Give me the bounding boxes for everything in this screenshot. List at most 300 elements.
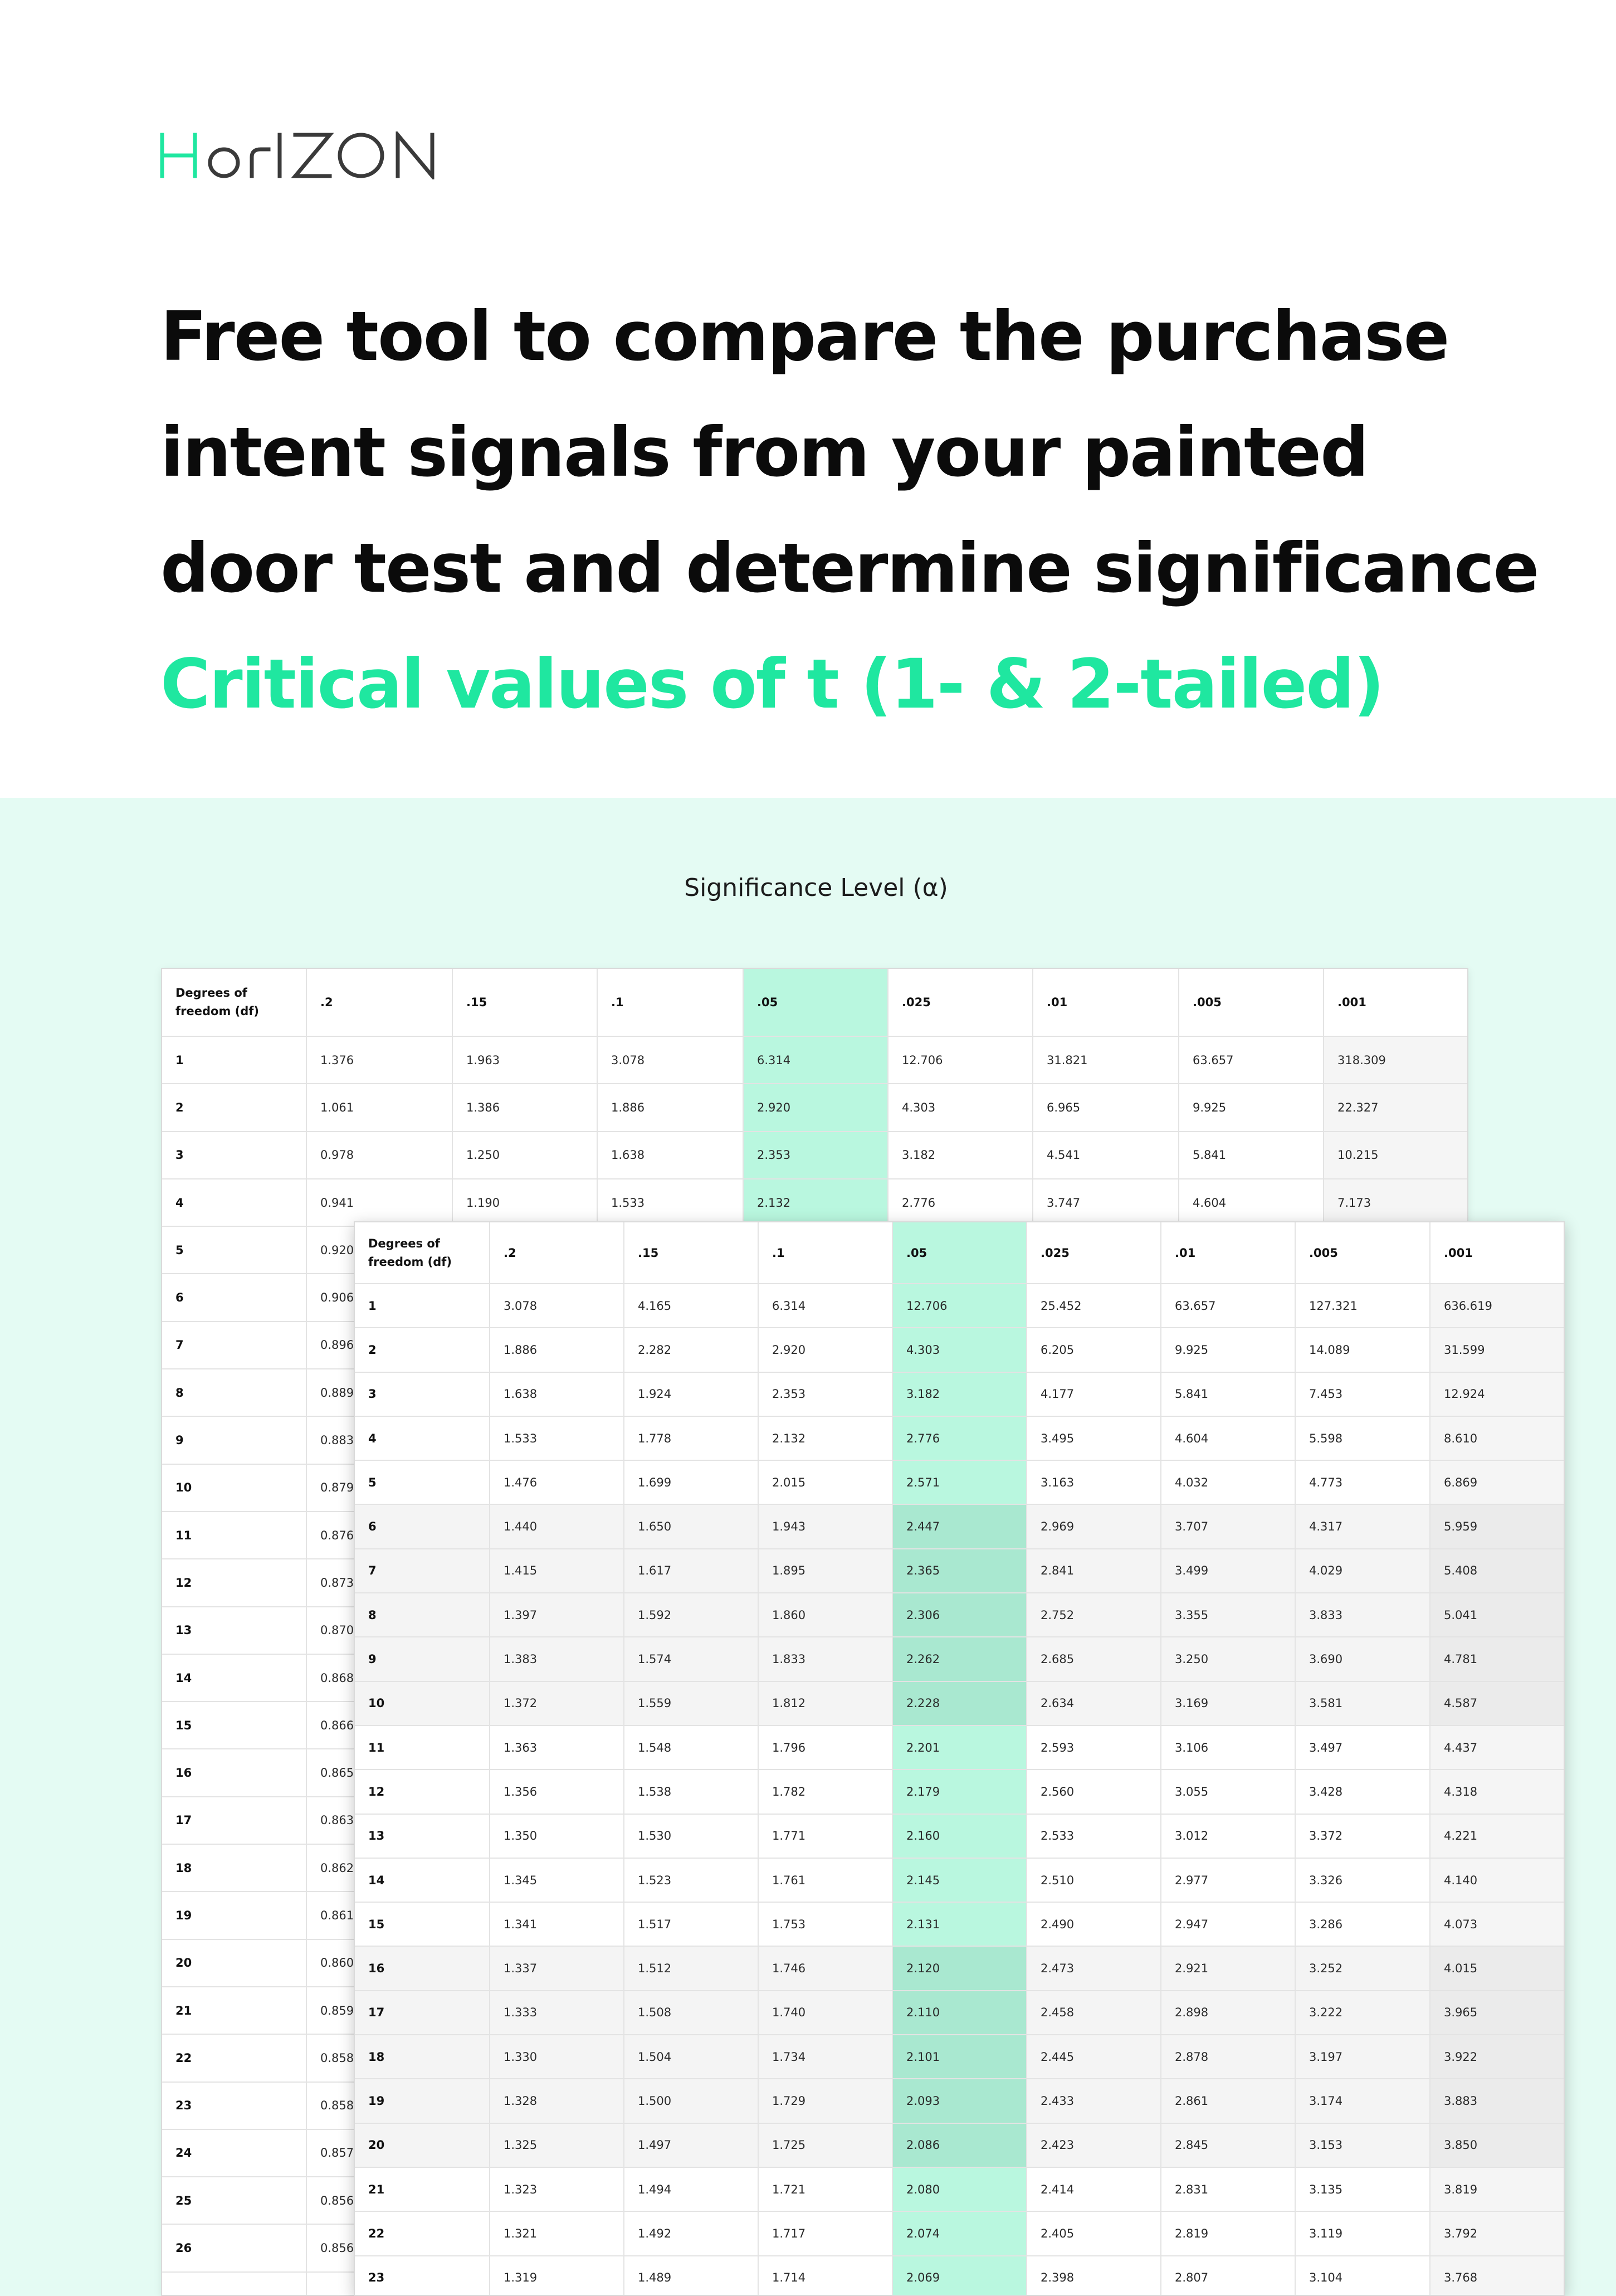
- critical-value-cell: 1.325: [490, 2124, 624, 2168]
- critical-value-cell: 2.510: [1027, 1859, 1161, 1903]
- critical-value-cell: 1.363: [490, 1726, 624, 1770]
- critical-value-cell: 0.860: [307, 1940, 453, 1987]
- critical-value-cell: 2.776: [888, 1179, 1033, 1227]
- critical-value-cell: 2.878: [1161, 2035, 1296, 2079]
- critical-value-cell: 2.145: [893, 1859, 1027, 1903]
- df-cell: [162, 2273, 307, 2296]
- critical-value-cell: 1.397: [490, 1593, 624, 1637]
- critical-value-cell: 2.405: [1027, 2212, 1161, 2256]
- critical-value-cell: 2.920: [759, 1328, 893, 1372]
- critical-value-cell: 63.657: [1179, 1037, 1324, 1084]
- critical-value-cell: 2.841: [1027, 1549, 1161, 1593]
- df-cell: 22: [162, 2035, 307, 2082]
- critical-value-cell: 3.922: [1431, 2035, 1565, 2079]
- critical-value-cell: 1.574: [624, 1637, 759, 1681]
- critical-value-cell: 1.350: [490, 1815, 624, 1859]
- critical-value-cell: 2.861: [1161, 2079, 1296, 2123]
- critical-value-cell: 0.859: [307, 1987, 453, 2035]
- critical-value-cell: 1.538: [624, 1770, 759, 1814]
- critical-value-cell: 5.041: [1431, 1593, 1565, 1637]
- critical-value-cell: 7.453: [1296, 1373, 1431, 1417]
- critical-value-cell: 6.314: [759, 1284, 893, 1328]
- critical-value-cell: 2.776: [893, 1417, 1027, 1461]
- df-cell: 22: [355, 2212, 490, 2256]
- critical-value-cell: 31.599: [1431, 1328, 1565, 1372]
- critical-value-cell: 2.433: [1027, 2079, 1161, 2123]
- critical-value-cell: 3.153: [1296, 2124, 1431, 2168]
- critical-value-cell: 3.135: [1296, 2168, 1431, 2212]
- critical-value-cell: 6.965: [1033, 1084, 1179, 1132]
- df-cell: 19: [162, 1892, 307, 1939]
- critical-value-cell: 3.883: [1431, 2079, 1565, 2123]
- alpha-column-header: .001: [1431, 1222, 1565, 1284]
- critical-value-cell: 3.819: [1431, 2168, 1565, 2212]
- df-cell: 25: [162, 2177, 307, 2225]
- alpha-column-header: .1: [598, 969, 744, 1037]
- critical-value-cell: 0.896: [307, 1322, 453, 1369]
- critical-value-cell: 4.303: [893, 1328, 1027, 1372]
- critical-value-cell: 318.309: [1324, 1037, 1468, 1084]
- critical-value-cell: 2.306: [893, 1593, 1027, 1637]
- critical-value-cell: 1.753: [759, 1903, 893, 1947]
- critical-value-cell: 3.747: [1033, 1179, 1179, 1227]
- df-cell: 6: [162, 1274, 307, 1322]
- critical-value-cell: 2.120: [893, 1947, 1027, 1991]
- critical-value-cell: 4.604: [1161, 1417, 1296, 1461]
- critical-value-cell: 1.386: [453, 1084, 598, 1132]
- alpha-column-header: .001: [1324, 969, 1468, 1037]
- df-cell: 13: [355, 1815, 490, 1859]
- critical-value-cell: 3.707: [1161, 1505, 1296, 1549]
- critical-value-cell: 0.876: [307, 1512, 453, 1559]
- critical-value-cell: 2.819: [1161, 2212, 1296, 2256]
- critical-value-cell: 31.821: [1033, 1037, 1179, 1084]
- critical-value-cell: 3.012: [1161, 1815, 1296, 1859]
- critical-value-cell: 1.337: [490, 1947, 624, 1991]
- critical-value-cell: 3.078: [490, 1284, 624, 1328]
- critical-value-cell: 3.581: [1296, 1682, 1431, 1726]
- critical-value-cell: 2.353: [744, 1132, 888, 1179]
- critical-value-cell: 1.323: [490, 2168, 624, 2212]
- critical-value-cell: 2.074: [893, 2212, 1027, 2256]
- critical-value-cell: 0.858: [307, 2083, 453, 2130]
- headline-line-3: door test and determine significance: [160, 529, 1539, 608]
- critical-value-cell: 2.093: [893, 2079, 1027, 2123]
- critical-value-cell: 3.163: [1027, 1461, 1161, 1505]
- critical-value-cell: 1.415: [490, 1549, 624, 1593]
- critical-value-cell: 3.252: [1296, 1947, 1431, 1991]
- critical-value-cell: 0.868: [307, 1655, 453, 1702]
- critical-value-cell: 1.356: [490, 1770, 624, 1814]
- critical-value-cell: 25.452: [1027, 1284, 1161, 1328]
- critical-value-cell: 3.286: [1296, 1903, 1431, 1947]
- critical-value-cell: 1.699: [624, 1461, 759, 1505]
- critical-value-cell: 3.197: [1296, 2035, 1431, 2079]
- critical-value-cell: 3.169: [1161, 1682, 1296, 1726]
- df-cell: 20: [162, 1940, 307, 1987]
- critical-value-cell: 2.423: [1027, 2124, 1161, 2168]
- headline-line-1: Free tool to compare the purchase: [160, 297, 1449, 376]
- critical-value-cell: 5.959: [1431, 1505, 1565, 1549]
- critical-value-cell: 4.303: [888, 1084, 1033, 1132]
- alpha-column-header: .05: [893, 1222, 1027, 1284]
- critical-value-cell: 3.355: [1161, 1593, 1296, 1637]
- critical-value-cell: 0.861: [307, 1892, 453, 1939]
- df-column-header: Degrees of freedom (df): [355, 1222, 490, 1284]
- critical-value-cell: 2.015: [759, 1461, 893, 1505]
- df-cell: 16: [162, 1749, 307, 1797]
- critical-value-cell: 2.353: [759, 1373, 893, 1417]
- critical-value-cell: 4.587: [1431, 1682, 1565, 1726]
- df-cell: 14: [162, 1655, 307, 1702]
- critical-value-cell: 12.924: [1431, 1373, 1565, 1417]
- critical-value-cell: 1.492: [624, 2212, 759, 2256]
- alpha-column-header: .2: [490, 1222, 624, 1284]
- critical-value-cell: 1.963: [453, 1037, 598, 1084]
- critical-value-cell: 4.221: [1431, 1815, 1565, 1859]
- critical-value-cell: 1.508: [624, 1991, 759, 2035]
- critical-value-cell: 2.110: [893, 1991, 1027, 2035]
- df-cell: 10: [355, 1682, 490, 1726]
- df-column-header: Degrees of freedom (df): [162, 969, 307, 1037]
- critical-value-cell: 1.500: [624, 2079, 759, 2123]
- critical-value-cell: 4.015: [1431, 1947, 1565, 1991]
- critical-value-cell: 4.781: [1431, 1637, 1565, 1681]
- alpha-column-header: .15: [624, 1222, 759, 1284]
- critical-value-cell: 3.182: [893, 1373, 1027, 1417]
- critical-value-cell: 1.943: [759, 1505, 893, 1549]
- df-cell: 6: [355, 1505, 490, 1549]
- critical-value-cell: 4.029: [1296, 1549, 1431, 1593]
- critical-value-cell: 0.873: [307, 1559, 453, 1607]
- critical-value-cell: 1.190: [453, 1179, 598, 1227]
- critical-value-cell: 2.571: [893, 1461, 1027, 1505]
- critical-value-cell: 2.473: [1027, 1947, 1161, 1991]
- critical-value-cell: 5.841: [1179, 1132, 1324, 1179]
- df-cell: 26: [162, 2225, 307, 2272]
- critical-value-cell: 0.870: [307, 1607, 453, 1655]
- critical-value-cell: 0.883: [307, 1417, 453, 1464]
- critical-value-cell: 1.796: [759, 1726, 893, 1770]
- critical-value-cell: 1.895: [759, 1549, 893, 1593]
- critical-value-cell: 1.321: [490, 2212, 624, 2256]
- critical-value-cell: 2.228: [893, 1682, 1027, 1726]
- df-cell: 3: [162, 1132, 307, 1179]
- df-cell: 7: [355, 1549, 490, 1593]
- critical-value-cell: 2.447: [893, 1505, 1027, 1549]
- alpha-column-header: .025: [888, 969, 1033, 1037]
- alpha-column-header: .1: [759, 1222, 893, 1284]
- critical-value-cell: 1.886: [598, 1084, 744, 1132]
- critical-value-cell: 0.863: [307, 1797, 453, 1845]
- critical-value-cell: 4.437: [1431, 1726, 1565, 1770]
- df-cell: 21: [162, 1987, 307, 2035]
- df-cell: 16: [355, 1947, 490, 1991]
- critical-value-cell: 0.856: [307, 2225, 453, 2272]
- critical-value-cell: 0.920: [307, 1227, 453, 1274]
- critical-value-cell: 1.782: [759, 1770, 893, 1814]
- horizon-logo: [159, 131, 449, 179]
- critical-value-cell: 3.768: [1431, 2256, 1565, 2296]
- df-cell: 11: [355, 1726, 490, 1770]
- critical-value-cell: 2.920: [744, 1084, 888, 1132]
- critical-value-cell: 2.947: [1161, 1903, 1296, 1947]
- critical-value-cell: 6.205: [1027, 1328, 1161, 1372]
- critical-value-cell: 2.101: [893, 2035, 1027, 2079]
- critical-value-cell: 8.610: [1431, 1417, 1565, 1461]
- critical-value-cell: 4.773: [1296, 1461, 1431, 1505]
- df-cell: 13: [162, 1607, 307, 1655]
- critical-value-cell: 10.215: [1324, 1132, 1468, 1179]
- critical-value-cell: 9.925: [1179, 1084, 1324, 1132]
- df-cell: 4: [355, 1417, 490, 1461]
- df-cell: 23: [162, 2083, 307, 2130]
- critical-value-cell: 1.494: [624, 2168, 759, 2212]
- df-cell: 23: [355, 2256, 490, 2296]
- critical-value-cell: 1.746: [759, 1947, 893, 1991]
- critical-value-cell: 4.318: [1431, 1770, 1565, 1814]
- critical-value-cell: 1.341: [490, 1903, 624, 1947]
- critical-value-cell: 3.106: [1161, 1726, 1296, 1770]
- critical-value-cell: 0.857: [307, 2130, 453, 2177]
- critical-value-cell: 2.080: [893, 2168, 1027, 2212]
- critical-value-cell: 1.383: [490, 1637, 624, 1681]
- critical-value-cell: 0.879: [307, 1465, 453, 1512]
- df-cell: 1: [162, 1037, 307, 1084]
- critical-value-cell: 2.898: [1161, 1991, 1296, 2035]
- df-cell: 10: [162, 1465, 307, 1512]
- critical-value-cell: 1.523: [624, 1859, 759, 1903]
- critical-value-cell: 1.345: [490, 1859, 624, 1903]
- critical-value-cell: 1.376: [307, 1037, 453, 1084]
- critical-value-cell: 1.886: [490, 1328, 624, 1372]
- df-cell: 12: [162, 1559, 307, 1607]
- critical-value-cell: 2.593: [1027, 1726, 1161, 1770]
- critical-value-cell: 1.559: [624, 1682, 759, 1726]
- df-cell: 9: [355, 1637, 490, 1681]
- critical-value-cell: 2.086: [893, 2124, 1027, 2168]
- df-cell: 5: [355, 1461, 490, 1505]
- headline-line-2: intent signals from your painted: [160, 413, 1368, 492]
- critical-value-cell: 2.179: [893, 1770, 1027, 1814]
- df-cell: 18: [162, 1845, 307, 1892]
- critical-value-cell: 4.140: [1431, 1859, 1565, 1903]
- critical-values-table-front: [354, 1221, 1565, 2296]
- critical-value-cell: 3.182: [888, 1132, 1033, 1179]
- critical-value-cell: 2.533: [1027, 1815, 1161, 1859]
- critical-value-cell: 3.372: [1296, 1815, 1431, 1859]
- df-cell: 17: [162, 1797, 307, 1845]
- critical-value-cell: 1.638: [598, 1132, 744, 1179]
- df-cell: 19: [355, 2079, 490, 2123]
- critical-value-cell: 1.778: [624, 1417, 759, 1461]
- critical-value-cell: 2.282: [624, 1328, 759, 1372]
- critical-value-cell: 7.173: [1324, 1179, 1468, 1227]
- critical-value-cell: 3.792: [1431, 2212, 1565, 2256]
- critical-value-cell: 2.069: [893, 2256, 1027, 2296]
- critical-value-cell: 0.862: [307, 1845, 453, 1892]
- df-cell: 21: [355, 2168, 490, 2212]
- critical-value-cell: 1.721: [759, 2168, 893, 2212]
- critical-value-cell: 1.833: [759, 1637, 893, 1681]
- critical-value-cell: 3.965: [1431, 1991, 1565, 2035]
- critical-value-cell: 2.365: [893, 1549, 1027, 1593]
- critical-value-cell: 0.941: [307, 1179, 453, 1227]
- critical-value-cell: 4.317: [1296, 1505, 1431, 1549]
- critical-value-cell: 1.729: [759, 2079, 893, 2123]
- critical-value-cell: 2.685: [1027, 1637, 1161, 1681]
- critical-value-cell: 2.831: [1161, 2168, 1296, 2212]
- critical-value-cell: 0.866: [307, 1702, 453, 1749]
- critical-value-cell: 4.165: [624, 1284, 759, 1328]
- df-cell: 8: [355, 1593, 490, 1637]
- critical-value-cell: 1.533: [598, 1179, 744, 1227]
- critical-value-cell: 636.619: [1431, 1284, 1565, 1328]
- critical-value-cell: 12.706: [893, 1284, 1027, 1328]
- df-cell: 5: [162, 1227, 307, 1274]
- headline-subtitle: Critical values of t (1- & 2-tailed): [160, 645, 1384, 724]
- critical-value-cell: 4.177: [1027, 1373, 1161, 1417]
- df-cell: 9: [162, 1417, 307, 1464]
- critical-value-cell: 2.131: [893, 1903, 1027, 1947]
- critical-value-cell: 1.924: [624, 1373, 759, 1417]
- critical-value-cell: 3.174: [1296, 2079, 1431, 2123]
- critical-value-cell: 1.497: [624, 2124, 759, 2168]
- critical-value-cell: 2.490: [1027, 1903, 1161, 1947]
- critical-value-cell: 3.428: [1296, 1770, 1431, 1814]
- critical-value-cell: 1.330: [490, 2035, 624, 2079]
- critical-value-cell: 5.841: [1161, 1373, 1296, 1417]
- df-cell: 3: [355, 1373, 490, 1417]
- critical-value-cell: 3.104: [1296, 2256, 1431, 2296]
- critical-value-cell: 1.328: [490, 2079, 624, 2123]
- critical-value-cell: 1.725: [759, 2124, 893, 2168]
- significance-level-caption: Significance Level (α): [684, 874, 948, 902]
- df-cell: 24: [162, 2130, 307, 2177]
- df-cell: 15: [162, 1702, 307, 1749]
- critical-value-cell: 2.445: [1027, 2035, 1161, 2079]
- critical-value-cell: 14.089: [1296, 1328, 1431, 1372]
- critical-value-cell: 2.921: [1161, 1947, 1296, 1991]
- critical-value-cell: 127.321: [1296, 1284, 1431, 1328]
- alpha-column-header: .05: [744, 969, 888, 1037]
- df-cell: 2: [162, 1084, 307, 1132]
- critical-value-cell: 3.119: [1296, 2212, 1431, 2256]
- critical-value-cell: 2.132: [744, 1179, 888, 1227]
- critical-value-cell: 2.132: [759, 1417, 893, 1461]
- horizon-logo-mark: [159, 131, 449, 179]
- alpha-column-header: .2: [307, 969, 453, 1037]
- critical-value-cell: 1.533: [490, 1417, 624, 1461]
- critical-value-cell: 1.617: [624, 1549, 759, 1593]
- df-cell: 17: [355, 1991, 490, 2035]
- headline: [160, 279, 1586, 742]
- critical-value-cell: 2.752: [1027, 1593, 1161, 1637]
- critical-value-cell: 1.476: [490, 1461, 624, 1505]
- critical-value-cell: 3.497: [1296, 1726, 1431, 1770]
- alpha-column-header: .005: [1296, 1222, 1431, 1284]
- critical-value-cell: 4.604: [1179, 1179, 1324, 1227]
- df-cell: 8: [162, 1369, 307, 1417]
- critical-value-cell: 1.061: [307, 1084, 453, 1132]
- df-cell: 2: [355, 1328, 490, 1372]
- alpha-column-header: .01: [1161, 1222, 1296, 1284]
- critical-value-cell: 4.032: [1161, 1461, 1296, 1505]
- critical-value-cell: 1.812: [759, 1682, 893, 1726]
- critical-value-cell: 0.906: [307, 1274, 453, 1322]
- df-cell: 11: [162, 1512, 307, 1559]
- critical-value-cell: 3.055: [1161, 1770, 1296, 1814]
- critical-value-cell: 2.414: [1027, 2168, 1161, 2212]
- critical-value-cell: 2.560: [1027, 1770, 1161, 1814]
- critical-value-cell: 1.650: [624, 1505, 759, 1549]
- critical-value-cell: 1.761: [759, 1859, 893, 1903]
- critical-value-cell: 1.504: [624, 2035, 759, 2079]
- critical-value-cell: 2.201: [893, 1726, 1027, 1770]
- critical-value-cell: 0.856: [307, 2177, 453, 2225]
- critical-value-cell: 0.858: [307, 2035, 453, 2082]
- critical-value-cell: 1.440: [490, 1505, 624, 1549]
- critical-value-cell: 1.734: [759, 2035, 893, 2079]
- critical-value-cell: 6.314: [744, 1037, 888, 1084]
- df-cell: 14: [355, 1859, 490, 1903]
- critical-value-cell: 2.262: [893, 1637, 1027, 1681]
- critical-value-cell: 3.850: [1431, 2124, 1565, 2168]
- table-grid-front: [355, 1222, 1564, 2296]
- critical-value-cell: 3.250: [1161, 1637, 1296, 1681]
- critical-value-cell: 2.398: [1027, 2256, 1161, 2296]
- critical-value-cell: 1.319: [490, 2256, 624, 2296]
- critical-value-cell: 0.865: [307, 1749, 453, 1797]
- critical-value-cell: 1.250: [453, 1132, 598, 1179]
- df-cell: 4: [162, 1179, 307, 1227]
- df-cell: 1: [355, 1284, 490, 1328]
- critical-value-cell: 12.706: [888, 1037, 1033, 1084]
- critical-value-cell: 0.978: [307, 1132, 453, 1179]
- alpha-column-header: .025: [1027, 1222, 1161, 1284]
- critical-value-cell: 3.222: [1296, 1991, 1431, 2035]
- df-cell: 18: [355, 2035, 490, 2079]
- critical-value-cell: 2.807: [1161, 2256, 1296, 2296]
- critical-value-cell: 1.489: [624, 2256, 759, 2296]
- critical-value-cell: 1.740: [759, 1991, 893, 2035]
- critical-value-cell: 63.657: [1161, 1284, 1296, 1328]
- critical-value-cell: 9.925: [1161, 1328, 1296, 1372]
- critical-value-cell: 2.634: [1027, 1682, 1161, 1726]
- critical-value-cell: 3.499: [1161, 1549, 1296, 1593]
- critical-value-cell: 3.326: [1296, 1859, 1431, 1903]
- critical-value-cell: 1.548: [624, 1726, 759, 1770]
- critical-value-cell: 3.690: [1296, 1637, 1431, 1681]
- df-cell: 12: [355, 1770, 490, 1814]
- critical-value-cell: 2.969: [1027, 1505, 1161, 1549]
- critical-value-cell: 1.771: [759, 1815, 893, 1859]
- critical-value-cell: 5.598: [1296, 1417, 1431, 1461]
- critical-value-cell: 2.458: [1027, 1991, 1161, 2035]
- alpha-column-header: .005: [1179, 969, 1324, 1037]
- critical-value-cell: 1.333: [490, 1991, 624, 2035]
- critical-value-cell: 1.860: [759, 1593, 893, 1637]
- critical-value-cell: 3.078: [598, 1037, 744, 1084]
- critical-value-cell: 1.714: [759, 2256, 893, 2296]
- critical-value-cell: 6.869: [1431, 1461, 1565, 1505]
- critical-value-cell: 1.517: [624, 1903, 759, 1947]
- critical-value-cell: 5.408: [1431, 1549, 1565, 1593]
- critical-value-cell: 1.512: [624, 1947, 759, 1991]
- alpha-column-header: .15: [453, 969, 598, 1037]
- critical-value-cell: 4.073: [1431, 1903, 1565, 1947]
- critical-value-cell: 2.977: [1161, 1859, 1296, 1903]
